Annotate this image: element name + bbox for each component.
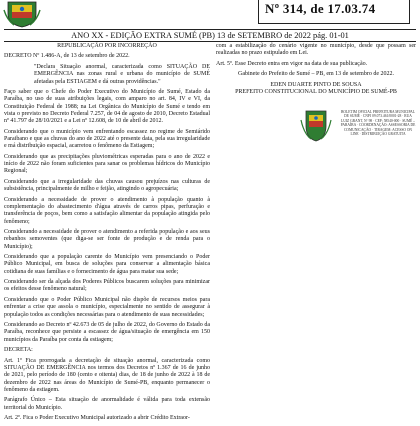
article-1: Art. 1º Fica prorrogada a decretação de situação anormal, caracterizada como SITUAÇÃO DE EMERGÊNCIA nos termos dos Decretos nº 1.367 de 16 de junho de 2021, pelo período de 180 (cento e oitenta) dias, de 18 de junho de 2022 à 18 de dezembro de 2022 nas áreas do Município de Sumé-PB, enquanto permanecer o fenômeno da estiagem. xyxy=(4,357,210,393)
municipal-emblem-icon xyxy=(298,108,334,144)
right-column xyxy=(216,43,416,100)
law-reference-box xyxy=(258,0,410,24)
continued-paragraph: com a estabilização do cenário vigente no município, desde que possam ser realizadas no prazo estipulado em Lei. xyxy=(216,43,416,57)
decree-preamble: Faço saber que o Chefe do Poder Executivo do Município de Sumé, Estado da Paraíba, no uso de suas atribuições legais, com amparo no art. 84, IV e VI, da Constituição Federal de 1988; na Lei Orgânica do Município de Sumé e tendo em vista o previsto no Decreto Federal 7.257, de 04 de agosto de 2010, Decreto Estadual nº 41.797 de 28/10/2021 e a Lei nº 12.608, de 10 de abril de 2012. xyxy=(4,89,210,125)
considerando-paragraph: Considerando a necessidade de prover o atendimento à população quanto à complementação do abastecimento d'água através de carros pipas, perfuração e transferência de poços, bem como a satisfação alimentar da população atingida pelo fenômeno; xyxy=(4,196,210,225)
municipal-crest-icon xyxy=(2,0,42,28)
left-column xyxy=(4,43,210,426)
decree-intro: DECRETO Nº 1.486-A, de 13 de setembro de 2022. xyxy=(4,53,130,60)
considerando-paragraph: Considerando ao Decreto nº 42.673 de 05 de julho de 2022, do Governo do Estado da Paraíba, reconhece que persiste a escassez de água/situação de emergência em 150 municípios da Paraíba por conta da estiagem; xyxy=(4,322,210,343)
signatory-role: PREFEITO CONSTITUCIONAL DO MUNICÍPIO DE SUMÉ-PB xyxy=(235,89,397,96)
decreta-heading: DECRETA: xyxy=(4,347,33,354)
republication-heading: REPUBLICAÇÃO POR INCORREÇÃO xyxy=(57,43,157,49)
article-1-paragraph: Parágrafo Único – Esta situação de anormalidade é válida para toda extensão territorial do Município. xyxy=(4,397,210,411)
considerando-paragraph: Considerando ser da alçada dos Poderes Públicos buscarem soluções para minimizar os efeitos desse fenômeno natural; xyxy=(4,279,210,293)
article-2: Art. 2º. Fica o Poder Executivo Municipal autorizado a abrir Crédito Extraor- xyxy=(4,415,190,422)
considerando-paragraph: Considerando que o Poder Público Municipal não dispõe de recursos meios para enfrentar a crise que assola o município, especialmente no sentido de assegurar à população todos as condições necessárias para o atendimento de suas necessidades; xyxy=(4,296,210,318)
article-5: Art. 5º. Esse Decreto entra em vigor na data de sua publicação. xyxy=(216,60,368,67)
law-number: Nº 314, de 17.03.74 xyxy=(265,1,376,16)
masthead xyxy=(0,0,420,30)
gabinete-line: Gabinete do Prefeito de Sumé – PB, em 13 de setembro de 2022. xyxy=(238,71,394,78)
considerando-paragraph: Considerando a necessidade de prover o atendimento a referida população e aos seus rebanhos semoventes (que diga-se ser fonte de produção e de renda para o Município); xyxy=(4,229,210,250)
considerando-paragraph: Considerando que a população carente do Município vem presenciando o Poder Público Municipal, em busca de soluções para conservar a alimentação básica cotidiana de suas famílias e o fornecimento de água para matar sua sede; xyxy=(4,254,210,275)
signatory-name: EDEN DUARTE PINTO DE SOUSA xyxy=(270,81,362,88)
bulletin-info: BOLETIM OFICIAL PREFEITURA MUNICIPAL DE SUMÉ · CNPJ 09.073.461/0001-28 · RUA LUIZ GRANT, Nº 98 · CEP: 58540-000 · SUMÉ – PARAÍBA · COORDENAÇÃO: ASSESSORIA DE COMUNICAÇÃO · TIRAGEM: ACESSO ON LINE · DISTRIBUIÇÃO GRATUITA xyxy=(340,110,416,137)
considerando-paragraph: Considerando que as precipitações pluviométricas esperadas para o ano de 2022 e início de 2022 não foram suficientes para sanar os problemas hídricos do Município Regional; xyxy=(4,153,210,175)
edition-line: ANO XX - EDIÇÃO EXTRA SUMÉ (PB) 13 de SETEMBRO de 2022 pág. 01-01 xyxy=(4,29,416,42)
considerando-paragraph: Considerando que a irregularidade das chuvas causou prejuízos nas culturas de subsistência, principalmente de milho e feijão, atingindo o agropecuária; xyxy=(4,178,210,193)
considerando-paragraph: Considerando que o município vem enfrentando escassez no regime de Semiárido Paraibano e que as chuvas do ano de 2022 até o presente data, pela sua irregularidade e má distribuição espacial, acarretou o fenômeno da Estiagem; xyxy=(4,128,210,150)
decree-ementa: "Declara Situação anormal, caracterizada como SITUAÇÃO DE EMERGÊNCIA nas zonas rural e urbana do município de SUMÉ afetadas pela ESTIAGEM e dá outras providências." xyxy=(34,63,210,85)
